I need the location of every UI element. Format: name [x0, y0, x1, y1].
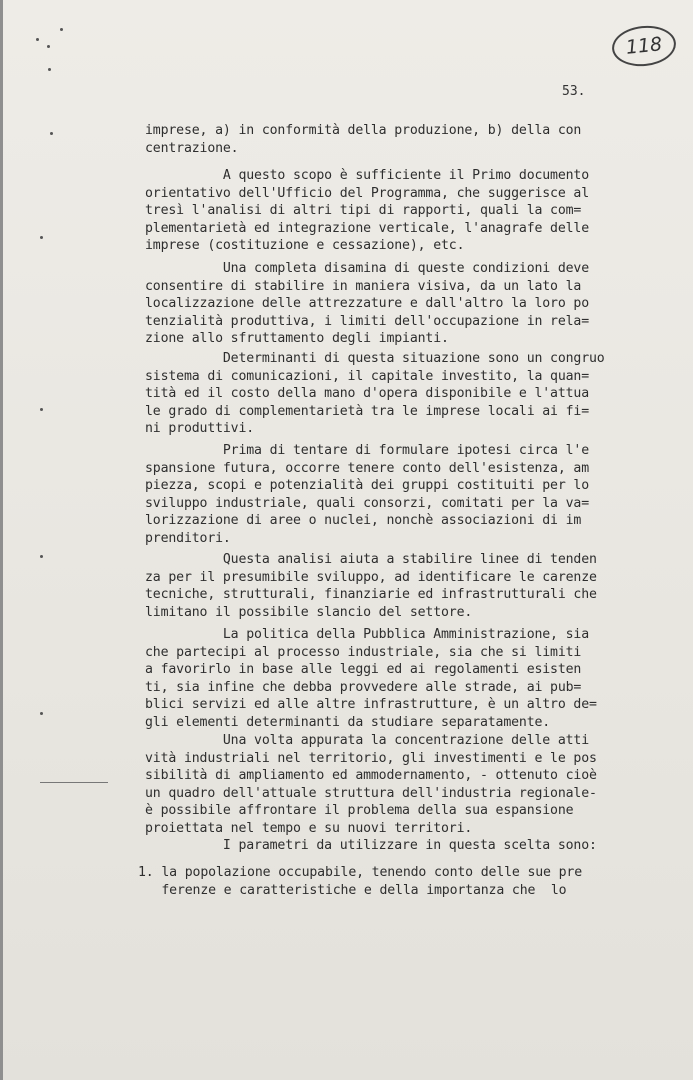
- paragraph: imprese, a) in conformità della produzione, b) della con centrazione.: [145, 123, 582, 156]
- margin-mark: [60, 28, 63, 31]
- margin-mark: [40, 712, 43, 715]
- scan-edge: [0, 0, 3, 1080]
- margin-mark: [40, 236, 43, 239]
- margin-mark: [36, 38, 39, 41]
- paragraph: Determinanti di questa situazione sono un congruo sistema di comunicazioni, il capitale investito, la quan= tità ed il costo della mano d'opera disponibile e l'attua le grado di complementarietà tra le imprese locali ai fi= ni produttivi.: [145, 351, 605, 437]
- paragraph: Una volta appurata la concentrazione delle atti vità industriali nel territorio, gli investimenti e le pos sibilità di ampliamento ed ammodernamento, - ottenuto cioè un quadro dell'attuale struttura dell'industria regionale- è possibile affrontare il problema della sua espansione proiettata nel tempo e su nuovi territori.: [145, 733, 597, 836]
- list-item: 1. la popolazione occupabile, tenendo conto delle sue pre ferenze e caratteristiche e della importanza che lo: [138, 865, 583, 898]
- paragraph: Una completa disamina di queste condizioni deve consentire di stabilire in maniera visiva, da un lato la localizzazione delle attrezzature e dall'altro la loro po tenzialità produttiva, i limiti dell'occupazione in rela= zione allo sfruttamento degli impianti.: [145, 261, 590, 347]
- paragraph: Prima di tentare di formulare ipotesi circa l'e spansione futura, occorre tenere conto dell'esistenza, am piezza, scopi e potenzialità dei gruppi costituiti per lo sviluppo industriale, quali consorzi, comitati per la va= lorizzazione di aree o nuclei, nonchè associazioni di im prenditori.: [145, 443, 590, 546]
- margin-line: [40, 782, 108, 783]
- margin-mark: [40, 408, 43, 411]
- paragraph: I parametri da utilizzare in questa scelta sono:: [145, 838, 597, 853]
- paragraph: La politica della Pubblica Amministrazione, sia che partecipi al processo industriale, sia che si limiti a favorirlo in base alle leggi ed ai regolamenti esisten ti, sia infine che debba provvedere alle strade, ai pub= blici servizi ed alle altre infrastrutture, è un altro de= gli elementi determinanti da studiare separatamente.: [145, 627, 597, 730]
- margin-mark: [50, 132, 53, 135]
- stamp-number: 118: [624, 33, 664, 59]
- margin-mark: [47, 45, 50, 48]
- paragraph: A questo scopo è sufficiente il Primo documento orientativo dell'Ufficio del Programma, che suggerisce al tresì l'analisi di altri tipi di rapporti, quali la com= plementarietà ed integrazione verticale, l'anagrafe delle imprese (costituzione e cessazione), etc.: [145, 168, 590, 254]
- paragraph: Questa analisi aiuta a stabilire linee di tenden za per il presumibile sviluppo, ad identificare le carenze tecniche, strutturali, finanziarie ed infrastrutturali che limitano il possibile slancio del settore.: [145, 552, 597, 620]
- page-number: 53.: [562, 84, 586, 99]
- margin-mark: [48, 68, 51, 71]
- page-stamp: [610, 23, 678, 69]
- margin-mark: [40, 555, 43, 558]
